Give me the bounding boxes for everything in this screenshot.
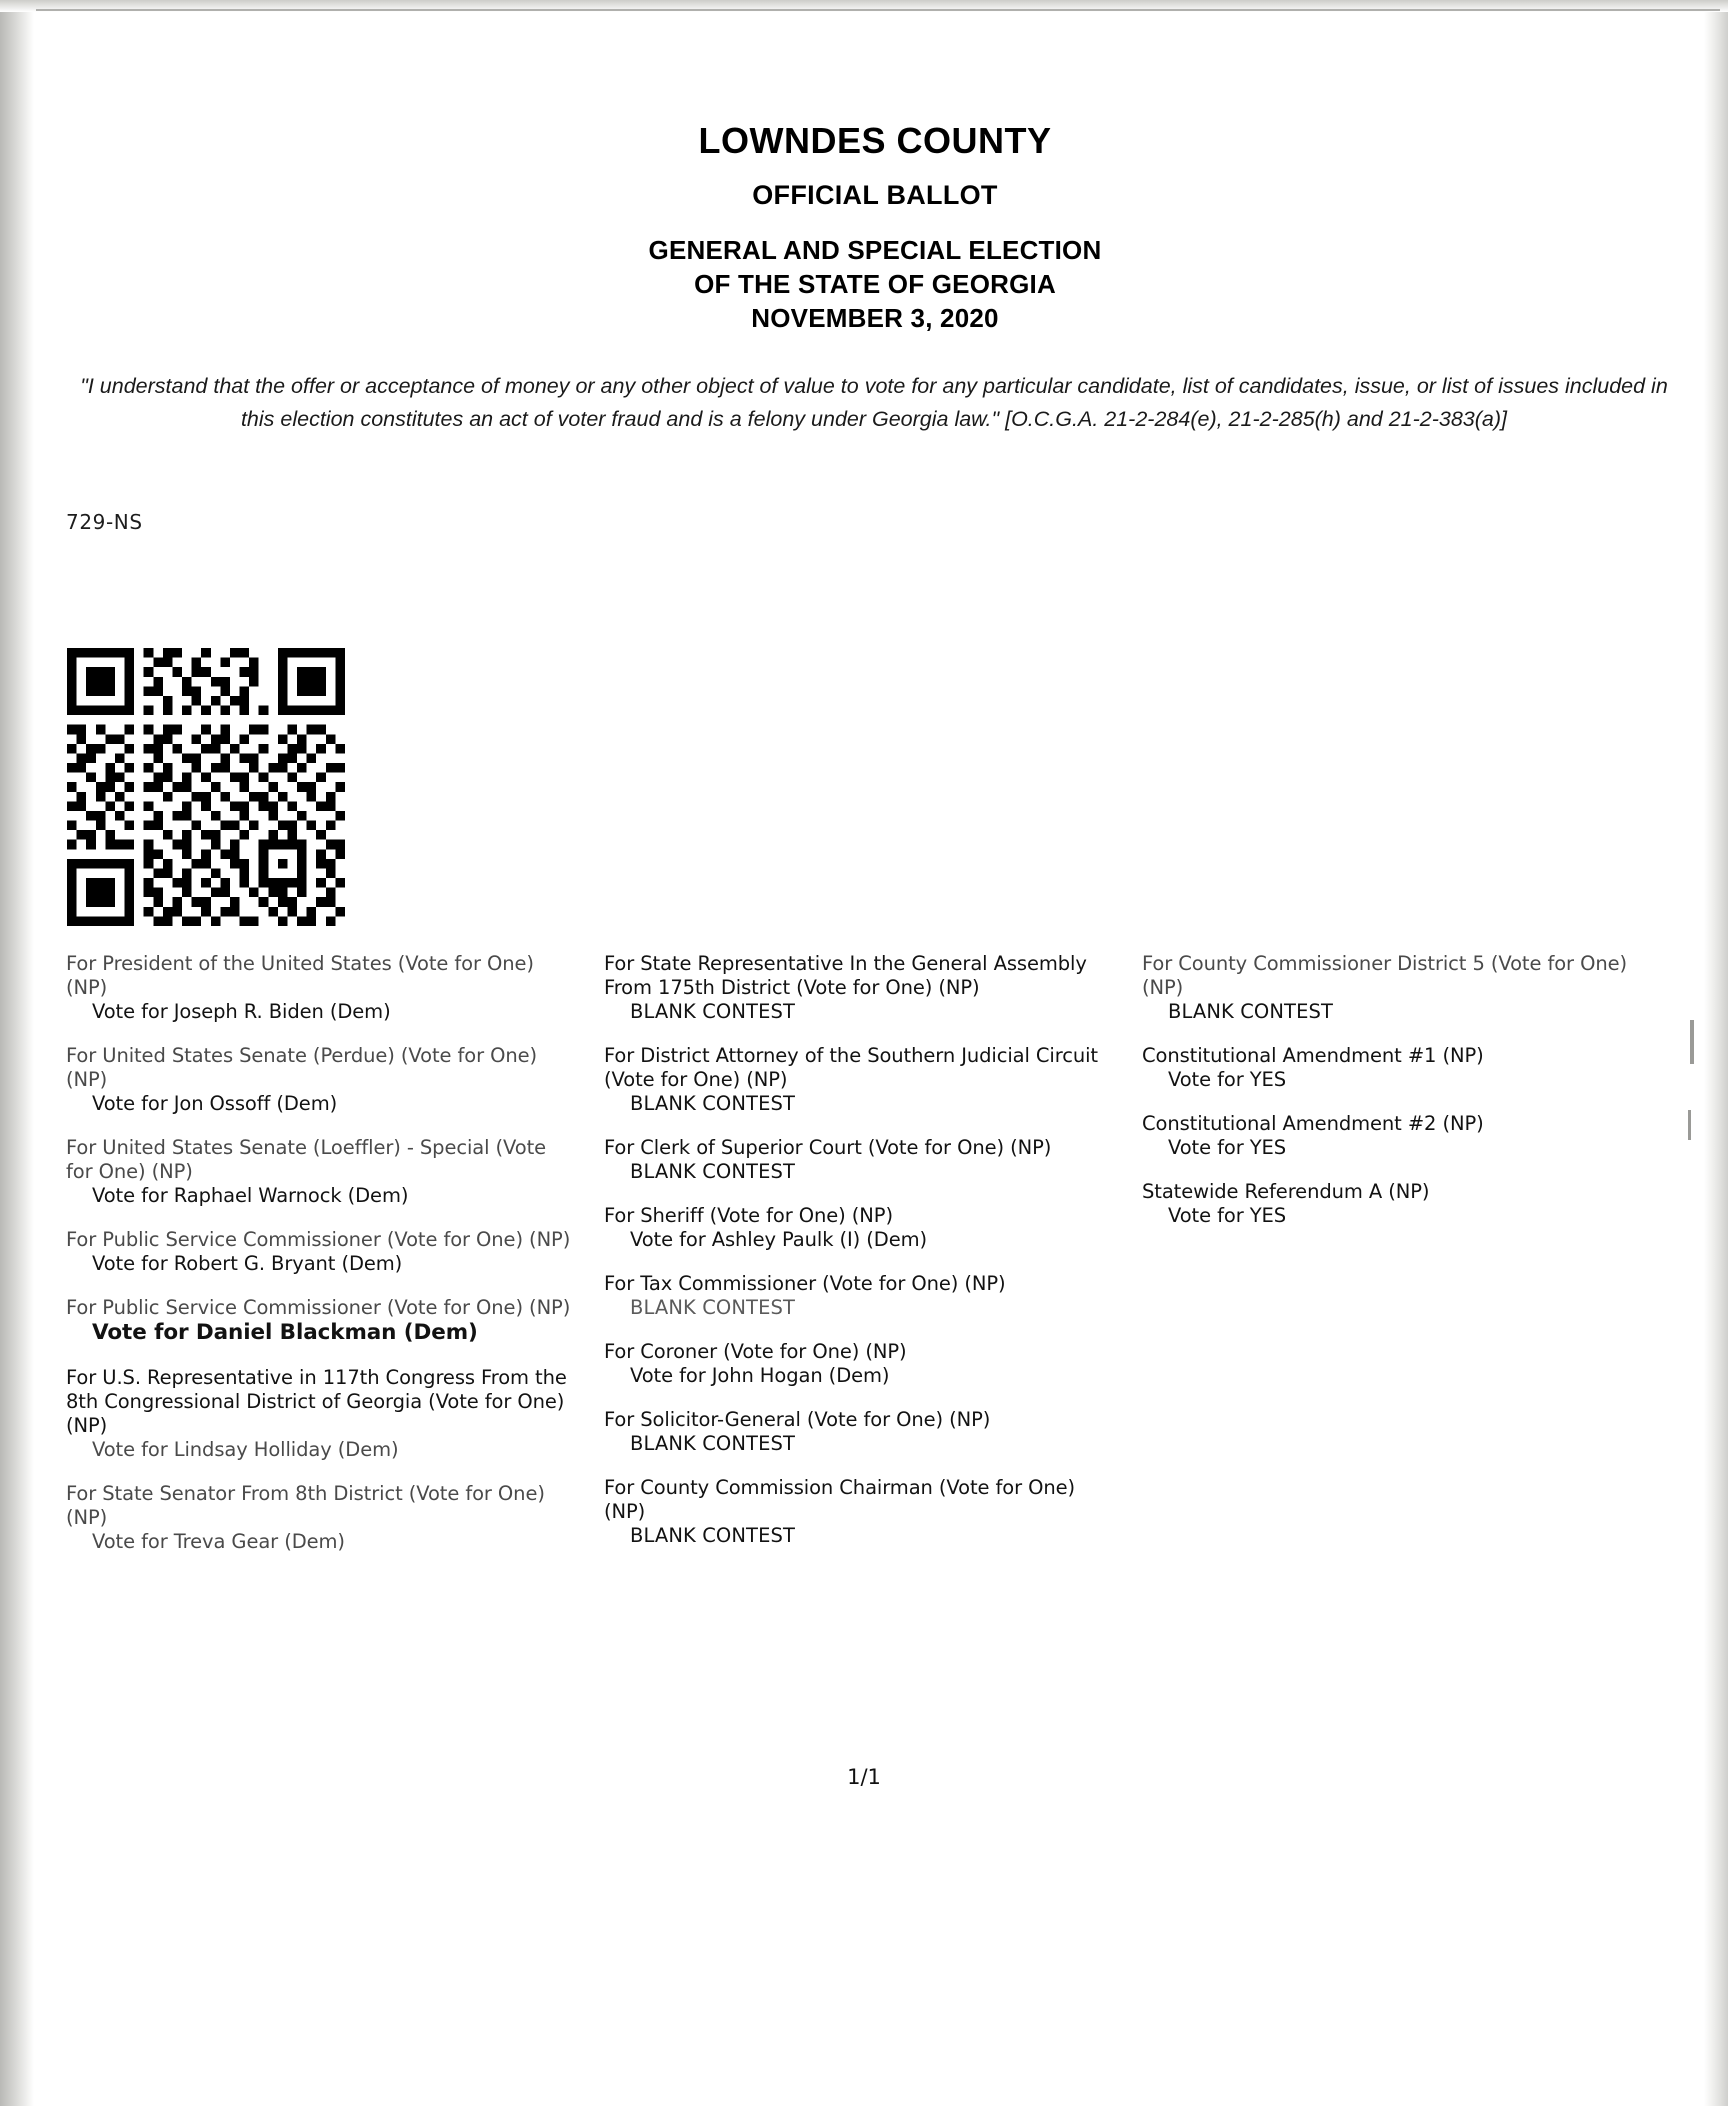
contest-selection: BLANK CONTEST <box>630 1160 795 1183</box>
contest-clerk-of-superior-court <box>604 1136 1114 1184</box>
contest-title: For County Commissioner District 5 (Vote for One) (NP) <box>1142 952 1627 999</box>
contest-selection: Vote for Joseph R. Biden (Dem) <box>92 1000 391 1023</box>
contest-title: For Clerk of Superior Court (Vote for One) (NP) <box>604 1136 1052 1159</box>
contest-selection: Vote for Jon Ossoff (Dem) <box>92 1092 338 1115</box>
contest-tax-commissioner <box>604 1272 1114 1320</box>
contest-title: For County Commission Chairman (Vote for One) (NP) <box>604 1476 1076 1523</box>
ballot-header <box>60 120 1690 335</box>
contest-title: For Sheriff (Vote for One) (NP) <box>604 1204 893 1227</box>
contest-title: Constitutional Amendment #1 (NP) <box>1142 1044 1484 1067</box>
contest-columns <box>66 952 1656 1692</box>
contest-selection: Vote for Daniel Blackman (Dem) <box>92 1320 478 1345</box>
contest-selection: Vote for Robert G. Bryant (Dem) <box>92 1252 403 1275</box>
contest-title: For District Attorney of the Southern Judicial Circuit (Vote for One) (NP) <box>604 1044 1098 1091</box>
contest-selection: Vote for Treva Gear (Dem) <box>92 1530 345 1553</box>
election-date: NOVEMBER 3, 2020 <box>751 303 999 333</box>
election-name-line-1: GENERAL AND SPECIAL ELECTION <box>648 235 1102 265</box>
contest-sheriff <box>604 1204 1114 1252</box>
scan-rule-top <box>36 9 1720 11</box>
contest-president <box>66 952 576 1024</box>
contest-us-senate-loeffler-special <box>66 1136 576 1208</box>
contest-column-2 <box>604 952 1114 1568</box>
page-title: LOWNDES COUNTY <box>698 120 1052 161</box>
contest-title: Statewide Referendum A (NP) <box>1142 1180 1430 1203</box>
contest-solicitor-general <box>604 1408 1114 1456</box>
contest-state-senator-8th-district <box>66 1482 576 1554</box>
contest-column-3 <box>1142 952 1662 1248</box>
scan-speck <box>1688 1110 1691 1140</box>
scan-edge-right <box>1704 0 1728 2106</box>
contest-statewide-referendum-a <box>1142 1180 1662 1228</box>
contest-title: For Solicitor-General (Vote for One) (NP) <box>604 1408 991 1431</box>
qr-code-icon <box>66 648 346 926</box>
election-name-line-2: OF THE STATE OF GEORGIA <box>694 269 1056 299</box>
contest-selection: BLANK CONTEST <box>630 1000 795 1023</box>
contest-selection: BLANK CONTEST <box>630 1432 795 1455</box>
contest-county-commissioner-district-5 <box>1142 952 1662 1024</box>
contest-title: For Coroner (Vote for One) (NP) <box>604 1340 907 1363</box>
page-number: 1/1 <box>847 1765 881 1789</box>
contest-title: For U.S. Representative in 117th Congress From the 8th Congressional District of Georgia (Vote for One) (NP) <box>66 1366 567 1437</box>
ballot-id: 729-NS <box>66 510 143 534</box>
contest-selection: Vote for Ashley Paulk (I) (Dem) <box>630 1228 928 1251</box>
contest-state-representative-175th <box>604 952 1114 1024</box>
contest-title: For State Senator From 8th District (Vote for One) (NP) <box>66 1482 545 1529</box>
scan-edge-left <box>0 0 34 2106</box>
contest-district-attorney-southern-judicial-circuit <box>604 1044 1114 1116</box>
contest-column-1 <box>66 952 576 1574</box>
contest-title: For Public Service Commissioner (Vote for One) (NP) <box>66 1296 571 1319</box>
contest-title: For Tax Commissioner (Vote for One) (NP) <box>604 1272 1006 1295</box>
contest-constitutional-amendment-2 <box>1142 1112 1662 1160</box>
contest-constitutional-amendment-1 <box>1142 1044 1662 1092</box>
contest-selection: Vote for YES <box>1168 1136 1287 1159</box>
qr-code-svg <box>66 648 346 926</box>
contest-selection: Vote for Lindsay Holliday (Dem) <box>92 1438 399 1461</box>
contest-selection: BLANK CONTEST <box>630 1092 795 1115</box>
contest-title: For Public Service Commissioner (Vote for One) (NP) <box>66 1228 571 1251</box>
contest-selection: Vote for YES <box>1168 1068 1287 1091</box>
contest-us-senate-perdue <box>66 1044 576 1116</box>
contest-selection: BLANK CONTEST <box>1168 1000 1333 1023</box>
contest-title: Constitutional Amendment #2 (NP) <box>1142 1112 1484 1135</box>
contest-selection: Vote for Raphael Warnock (Dem) <box>92 1184 409 1207</box>
contest-title: For United States Senate (Perdue) (Vote for One) (NP) <box>66 1044 538 1091</box>
contest-coroner <box>604 1340 1114 1388</box>
contest-us-representative-117th-congress <box>66 1366 576 1462</box>
official-ballot-label: OFFICIAL BALLOT <box>752 180 998 210</box>
contest-public-service-commissioner-1 <box>66 1228 576 1276</box>
contest-selection: BLANK CONTEST <box>630 1524 795 1547</box>
contest-title: For President of the United States (Vote for One) (NP) <box>66 952 534 999</box>
contest-selection: Vote for John Hogan (Dem) <box>630 1364 890 1387</box>
scan-speck <box>1690 1020 1694 1064</box>
contest-county-commission-chairman <box>604 1476 1114 1548</box>
contest-selection: BLANK CONTEST <box>630 1296 795 1319</box>
contest-selection: Vote for YES <box>1168 1204 1287 1227</box>
voter-fraud-oath: "I understand that the offer or acceptance of money or any other object of value to vote for any particular candidate, list of candidates, issue, or list of issues included in this election constitutes an act of voter fraud and is a felony under Georgia law." [O.C.G.A. 21-2-284(e), 21-2-285(h) and 21-2-383(a)] <box>80 374 1668 431</box>
contest-title: For State Representative In the General Assembly From 175th District (Vote for One) (NP) <box>604 952 1087 999</box>
contest-public-service-commissioner-2 <box>66 1296 576 1346</box>
contest-title: For United States Senate (Loeffler) - Special (Vote for One) (NP) <box>66 1136 547 1183</box>
